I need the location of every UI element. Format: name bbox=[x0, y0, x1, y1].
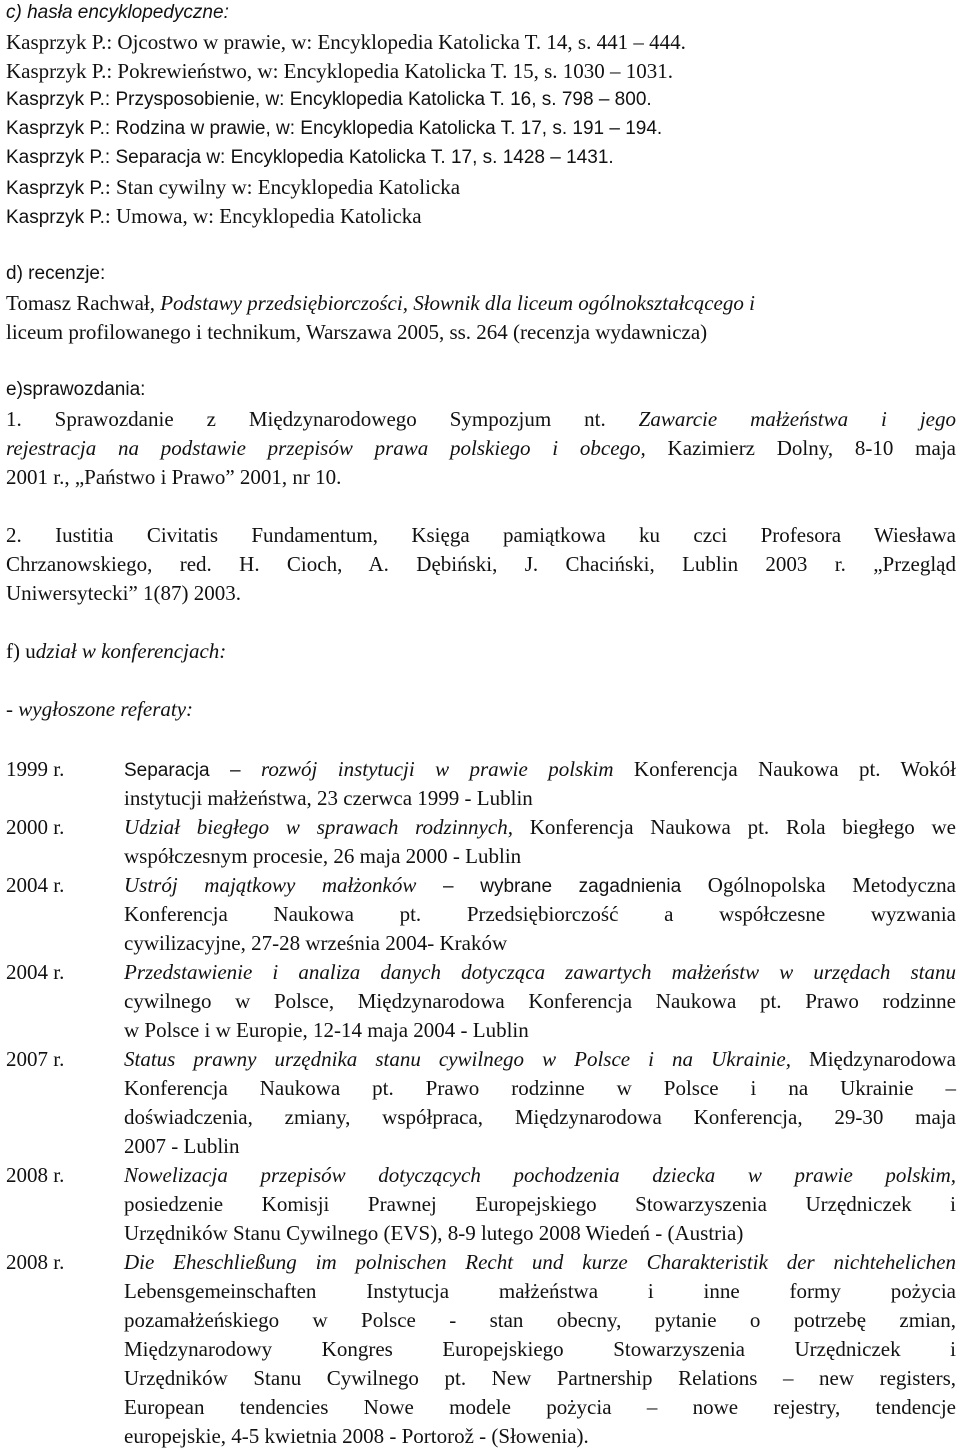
entry-line: European tendencies Nowe modele pożycia – nowe rejestry, tendencje bbox=[124, 1395, 956, 1419]
entry-year: 2007 r. bbox=[6, 1047, 65, 1071]
report-line: 2. Iustitia Civitatis Fundamentum, Księga pamiątkowa ku czci Profesora Wiesława bbox=[6, 523, 956, 547]
entry-line: Urzędników Stanu Cywilnego (EVS), 8-9 lutego 2008 Wiedeń - (Austria) bbox=[124, 1221, 744, 1245]
entry-line: Urzędników Stanu Cywilnego pt. New Partnership Relations – new registers, bbox=[124, 1366, 956, 1390]
section-f-subheading: - wygłoszone referaty: bbox=[6, 697, 194, 721]
entry-line: pozamałżeńskiego w Polsce - stan obecny, pytanie o potrzebę zmian, bbox=[124, 1308, 956, 1332]
encyclopedia-entry: Kasprzyk P.: Umowa, w: Encyklopedia Katolicka bbox=[6, 204, 422, 228]
conference-entry bbox=[6, 1161, 956, 1248]
review-line: liceum profilowanego i technikum, Warszawa 2005, ss. 264 (recenzja wydawnicza) bbox=[6, 320, 708, 344]
entry-line: Konferencja Naukowa pt. Prawo rodzinne w Polsce i na Ukrainie – bbox=[124, 1076, 956, 1100]
section-f-heading: f) udział w konferencjach: bbox=[6, 639, 227, 663]
entry-line: Separacja – rozwój instytucji w prawie polskim Konferencja Naukowa pt. Wokół bbox=[124, 757, 956, 781]
entry-text bbox=[124, 1161, 956, 1248]
conference-entry bbox=[6, 1045, 956, 1161]
entry-year: 1999 r. bbox=[6, 757, 65, 781]
entry-line: Ustrój majątkowy małżonków – wybrane zagadnienia Ogólnopolska Metodyczna bbox=[124, 873, 957, 897]
review-line: Tomasz Rachwał, Podstawy przedsiębiorczości, Słownik dla liceum ogólnokształcącego i bbox=[6, 291, 755, 315]
encyclopedia-entry: Kasprzyk P.: Przysposobienie, w: Encyklopedia Katolicka T. 16, s. 798 – 800. bbox=[6, 89, 652, 110]
entry-line: Die Eheschließung im polnischen Recht und kurze Charakteristik der nichtehelichen bbox=[124, 1250, 956, 1274]
entry-text bbox=[124, 813, 956, 871]
entry-text bbox=[124, 755, 956, 813]
report-line: 1. Sprawozdanie z Międzynarodowego Sympozjum nt. Zawarcie małżeństwa i jego bbox=[6, 407, 956, 431]
entry-line: Udział biegłego w sprawach rodzinnych, Konferencja Naukowa pt. Rola biegłego we bbox=[124, 815, 956, 839]
entry-year: 2008 r. bbox=[6, 1250, 65, 1274]
entry-line: Lebensgemeinschaften Instytucja małżeństwa i inne formy pożycia bbox=[124, 1279, 956, 1303]
section-c-heading: c) hasła encyklopedyczne: bbox=[6, 2, 229, 23]
entry-line: Nowelizacja przepisów dotyczących pochodzenia dziecka w prawie polskim, bbox=[124, 1163, 956, 1187]
encyclopedia-entry: Kasprzyk P.: Stan cywilny w: Encyklopedia Katolicka bbox=[6, 175, 461, 199]
entry-text bbox=[124, 958, 956, 1045]
conference-entry bbox=[6, 755, 956, 813]
report-line: rejestracja na podstawie przepisów prawa polskiego i obcego, Kazimierz Dolny, 8-10 maja bbox=[6, 436, 956, 460]
report-line: Chrzanowskiego, red. H. Cioch, A. Dębiński, J. Chaciński, Lublin 2003 r. „Przegląd bbox=[6, 552, 956, 576]
entry-text bbox=[124, 1248, 956, 1451]
encyclopedia-entry: Kasprzyk P.: Pokrewieństwo, w: Encyklopedia Katolicka T. 15, s. 1030 – 1031. bbox=[6, 59, 674, 83]
entry-line: w Polsce i w Europie, 12-14 maja 2004 - Lublin bbox=[124, 1018, 529, 1042]
entry-line: Przedstawienie i analiza danych dotycząca zawartych małżeństw w urzędach stanu bbox=[124, 960, 956, 984]
entry-line: posiedzenie Komisji Prawnej Europejskiego Stowarzyszenia Urzędniczek i bbox=[124, 1192, 956, 1216]
report-line: 2001 r., „Państwo i Prawo” 2001, nr 10. bbox=[6, 465, 342, 489]
conference-entry bbox=[6, 1248, 956, 1451]
entry-line: europejskie, 4-5 kwietnia 2008 - Portorož - (Słowenia). bbox=[124, 1424, 589, 1448]
entry-line: instytucji małżeństwa, 23 czerwca 1999 - Lublin bbox=[124, 786, 533, 810]
entry-line: cywilizacyjne, 27-28 września 2004- Kraków bbox=[124, 931, 508, 955]
encyclopedia-entry: Kasprzyk P.: Ojcostwo w prawie, w: Encyklopedia Katolicka T. 14, s. 441 – 444. bbox=[6, 30, 686, 54]
entry-text bbox=[124, 1045, 956, 1161]
section-e-heading: e)sprawozdania: bbox=[6, 379, 146, 400]
entry-line: Międzynarodowy Kongres Europejskiego Stowarzyszenia Urzędniczek i bbox=[124, 1337, 956, 1361]
entry-line: cywilnego w Polsce, Międzynarodowa Konferencja Naukowa pt. Prawo rodzinne bbox=[124, 989, 956, 1013]
section-d-heading: d) recenzje: bbox=[6, 263, 106, 284]
entry-year: 2004 r. bbox=[6, 873, 65, 897]
conference-entry bbox=[6, 958, 956, 1045]
encyclopedia-entry: Kasprzyk P.: Separacja w: Encyklopedia Katolicka T. 17, s. 1428 – 1431. bbox=[6, 147, 614, 168]
entry-year: 2004 r. bbox=[6, 960, 65, 984]
entry-line: Status prawny urzędnika stanu cywilnego w Polsce i na Ukrainie, Międzynarodowa bbox=[124, 1047, 957, 1071]
conference-entry bbox=[6, 813, 956, 871]
entry-text bbox=[124, 871, 956, 958]
entry-year: 2008 r. bbox=[6, 1163, 65, 1187]
entry-line: Konferencja Naukowa pt. Przedsiębiorczość a współczesne wyzwania bbox=[124, 902, 956, 926]
entry-line: doświadczenia, zmiany, współpraca, Międzynarodowa Konferencja, 29-30 maja bbox=[124, 1105, 956, 1129]
conference-entry bbox=[6, 871, 956, 958]
entry-year: 2000 r. bbox=[6, 815, 65, 839]
encyclopedia-entry: Kasprzyk P.: Rodzina w prawie, w: Encyklopedia Katolicka T. 17, s. 191 – 194. bbox=[6, 118, 663, 139]
entry-line: współczesnym procesie, 26 maja 2000 - Lublin bbox=[124, 844, 522, 868]
entry-line: 2007 - Lublin bbox=[124, 1134, 240, 1158]
report-line: Uniwersytecki” 1(87) 2003. bbox=[6, 581, 242, 605]
